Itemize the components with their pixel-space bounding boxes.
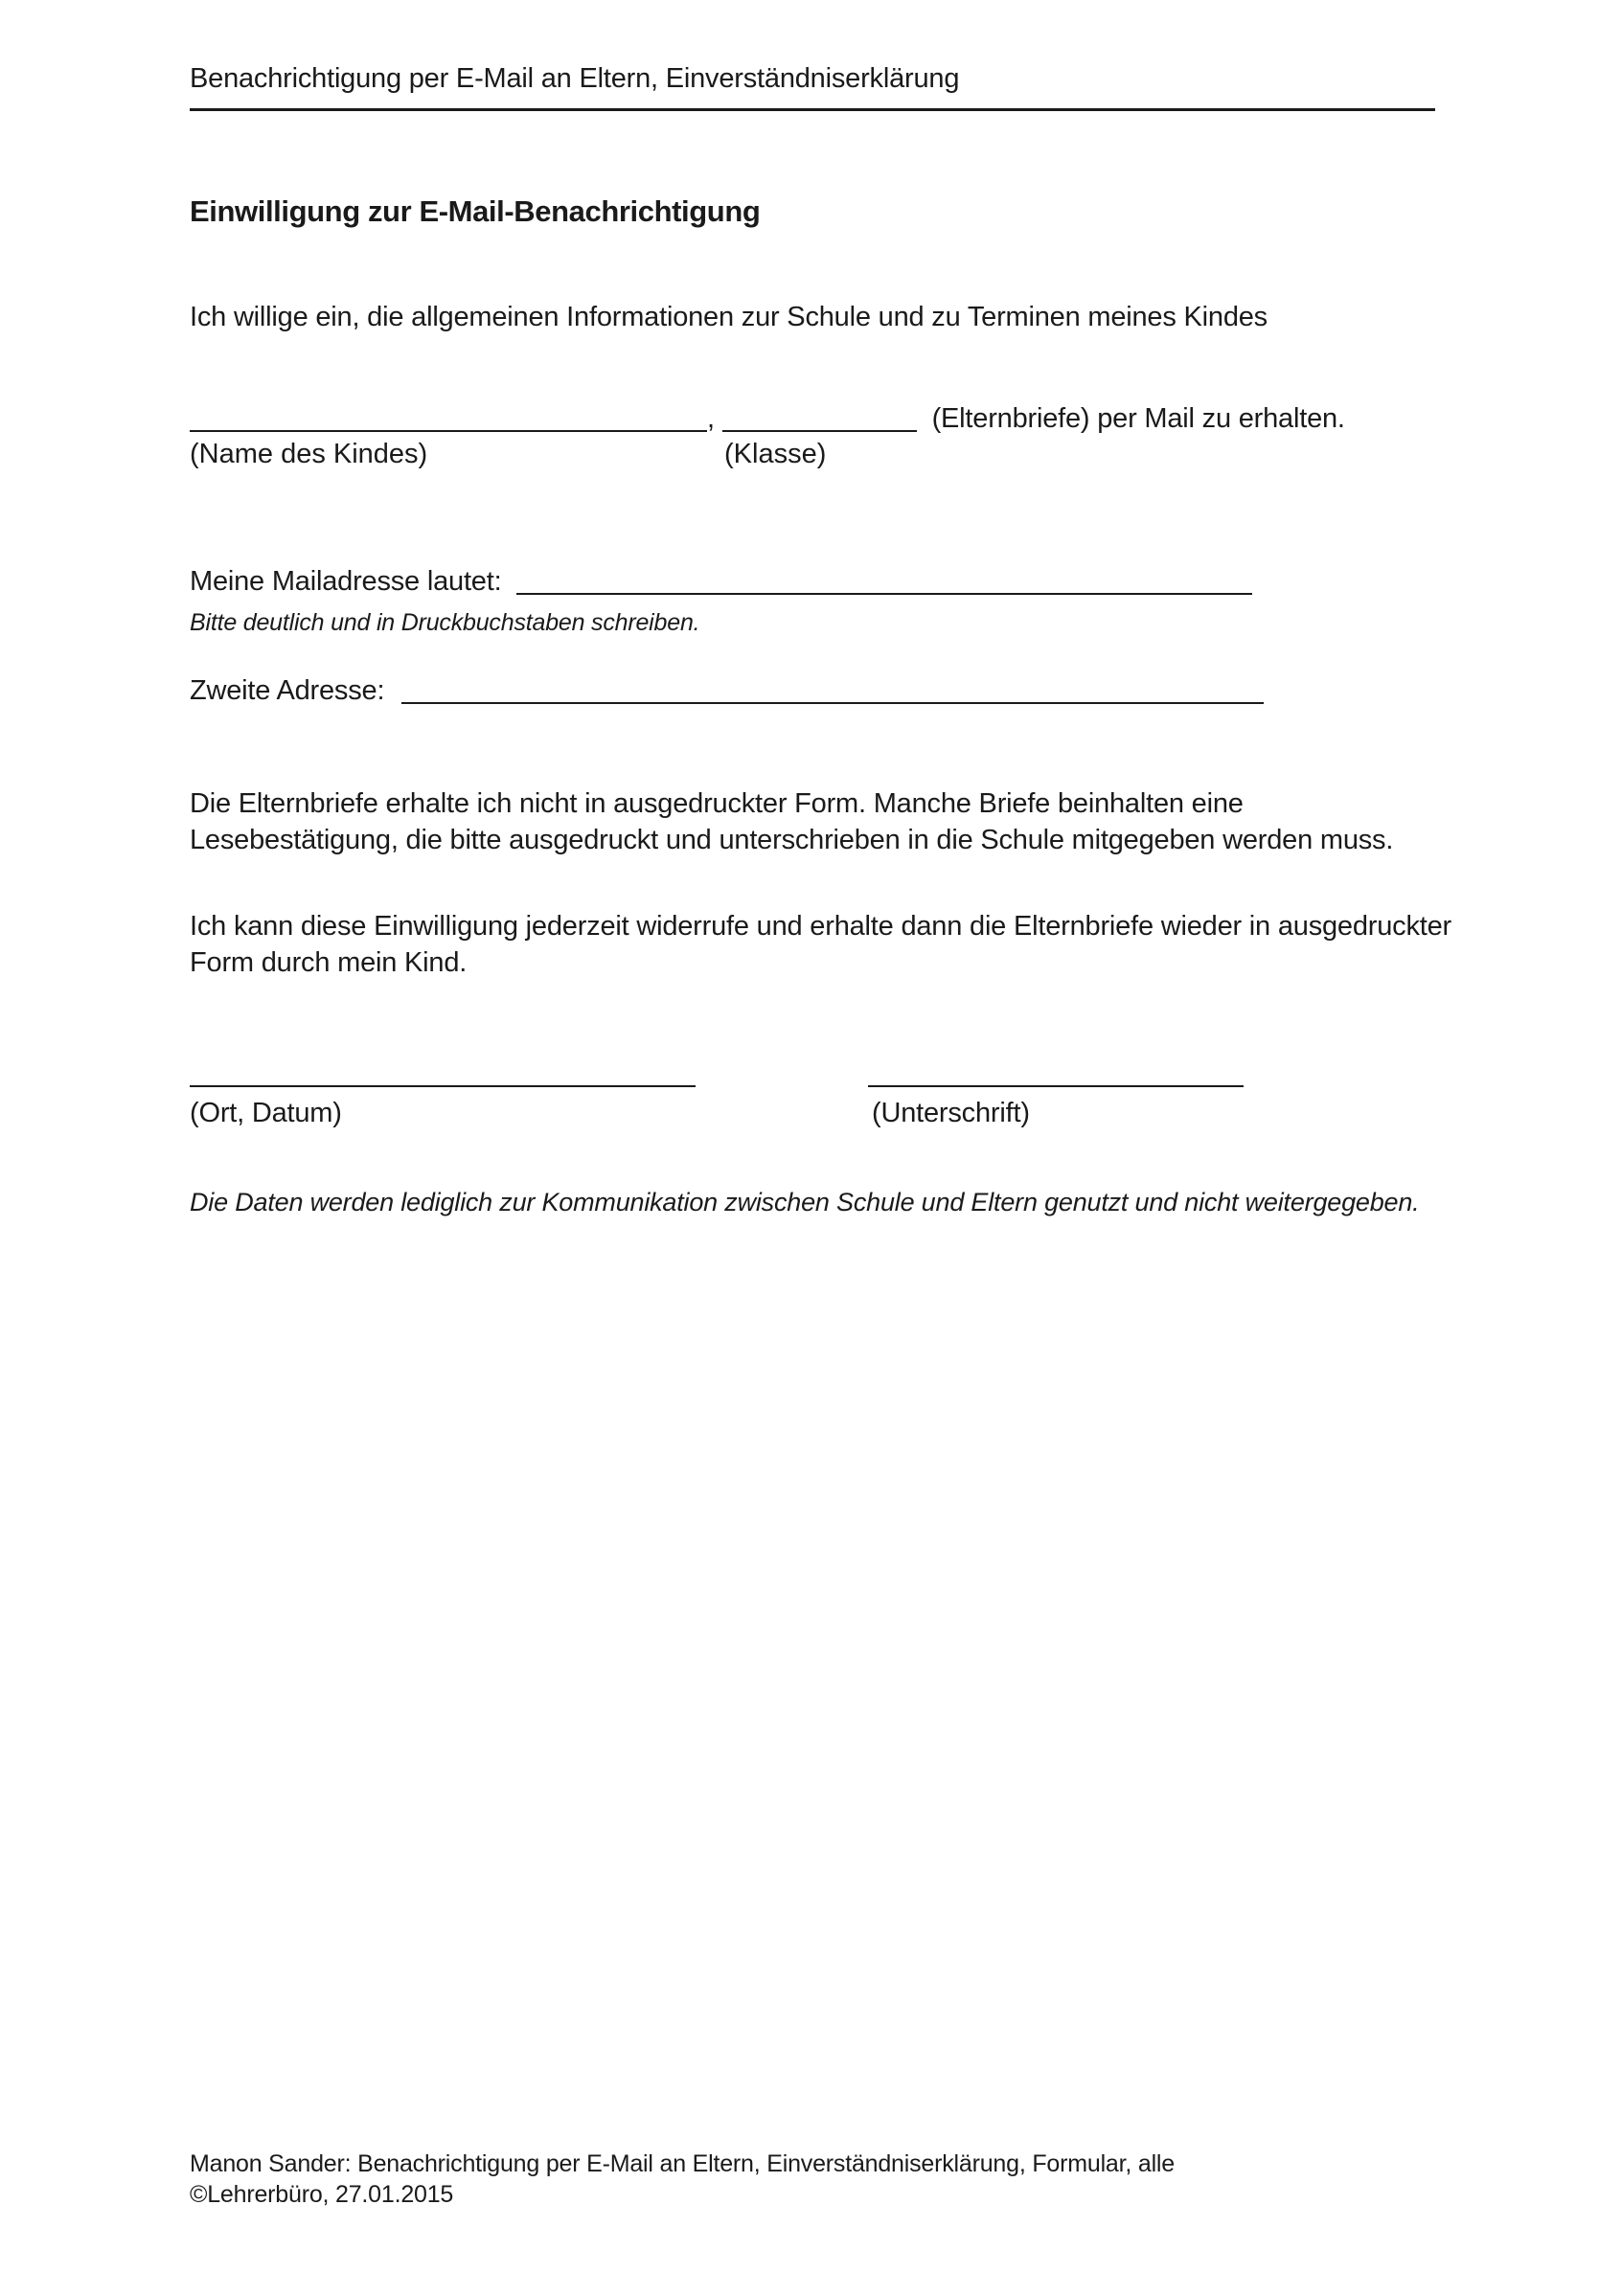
mail-address-blank-line (516, 565, 1252, 595)
signature-line (868, 1057, 1244, 1087)
intro-paragraph: Ich willige ein, die allgemeinen Informationen zur Schule und zu Terminen meines Kindes (190, 302, 1268, 332)
mail-address-row (190, 563, 1252, 600)
name-blank-line (190, 402, 707, 432)
fill-in-line (190, 400, 1531, 437)
footer-source-line: Manon Sander: Benachrichtigung per E-Mail an Eltern, Einverständniserklärung, Formular, alle (190, 2150, 1175, 2177)
mail-address-label: Meine Mailadresse lautet: (190, 566, 502, 597)
revoke-paragraph: Ich kann diese Einwilligung jederzeit widerrufe und erhalte dann die Elternbriefe wieder in ausgedruckter Form durch mein Kind. (190, 911, 1452, 978)
class-blank-line (722, 402, 917, 432)
fill-separator: , (707, 403, 722, 434)
second-address-label: Zweite Adresse: (190, 675, 385, 706)
place-date-label: (Ort, Datum) (190, 1098, 342, 1128)
fill-suffix: (Elternbriefe) per Mail zu erhalten. (931, 403, 1345, 434)
header-text: Benachrichtigung per E-Mail an Eltern, Einverständniserklärung (190, 63, 960, 94)
class-label: (Klasse) (724, 439, 827, 469)
printed-form-paragraph: Die Elternbriefe erhalte ich nicht in ausgedruckter Form. Manche Briefe beinhalten eine Lesebestätigung, die bitte ausgedruckt und unterschrieben in die Schule mitgegeben werden muss. (190, 788, 1394, 855)
page-footer (190, 2148, 1474, 2210)
page-header (190, 63, 1435, 111)
second-address-blank-line (401, 674, 1264, 704)
second-address-row (190, 672, 1264, 709)
mail-address-note: Bitte deutlich und in Druckbuchstaben schreiben. (190, 609, 700, 636)
signature-label: (Unterschrift) (872, 1098, 1030, 1128)
name-label: (Name des Kindes) (190, 439, 428, 469)
privacy-note: Die Daten werden lediglich zur Kommunikation zwischen Schule und Eltern genutzt und nicht weitergegeben. (190, 1188, 1420, 1216)
place-date-signature-line (190, 1057, 696, 1087)
page-title: Einwilligung zur E-Mail-Benachrichtigung (190, 194, 761, 228)
footer-copyright-line: ©Lehrerbüro, 27.01.2015 (190, 2181, 454, 2208)
